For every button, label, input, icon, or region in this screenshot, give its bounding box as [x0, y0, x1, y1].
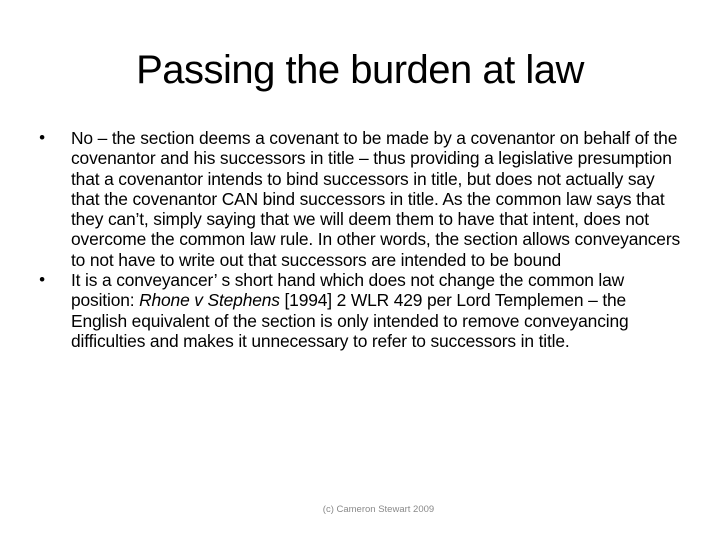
bullet-item-1 — [36, 128, 686, 270]
bullet-icon: • — [39, 128, 45, 147]
bullet-list — [36, 128, 686, 351]
bullet-2-case-name: Rhone v Stephens — [139, 290, 280, 311]
bullet-2-text: It is a conveyancer’ s short hand which does not change the common law position: — [71, 270, 625, 311]
footer-copyright: (c) Cameron Stewart 2009 — [322, 504, 435, 515]
bullet-item-2 — [36, 270, 686, 351]
slide-title: Passing the burden at law — [136, 48, 584, 92]
bullet-1-text: No – the section deems a covenant to be made by a covenantor on behalf of the covenantor and his successors in title – thus providing a legislative presumption that a covenantor intends to bind successors in title, but does not actually say that the covenantor CAN bind successors in title. As the common law says that they can’t, simply saying that we will deem them to have that intent, does not overcome the common law rule. In other words, the section allows conveyancers to not have to write out that successors are intended to be bound — [71, 128, 681, 270]
bullet-icon: • — [39, 270, 45, 290]
bullet-2-text-after: [1994] 2 WLR 429 per Lord Templemen – the English equivalent of the section is only intended to remove conveyancing difficulties and makes it unnecessary to refer to successors in title. — [71, 290, 629, 351]
